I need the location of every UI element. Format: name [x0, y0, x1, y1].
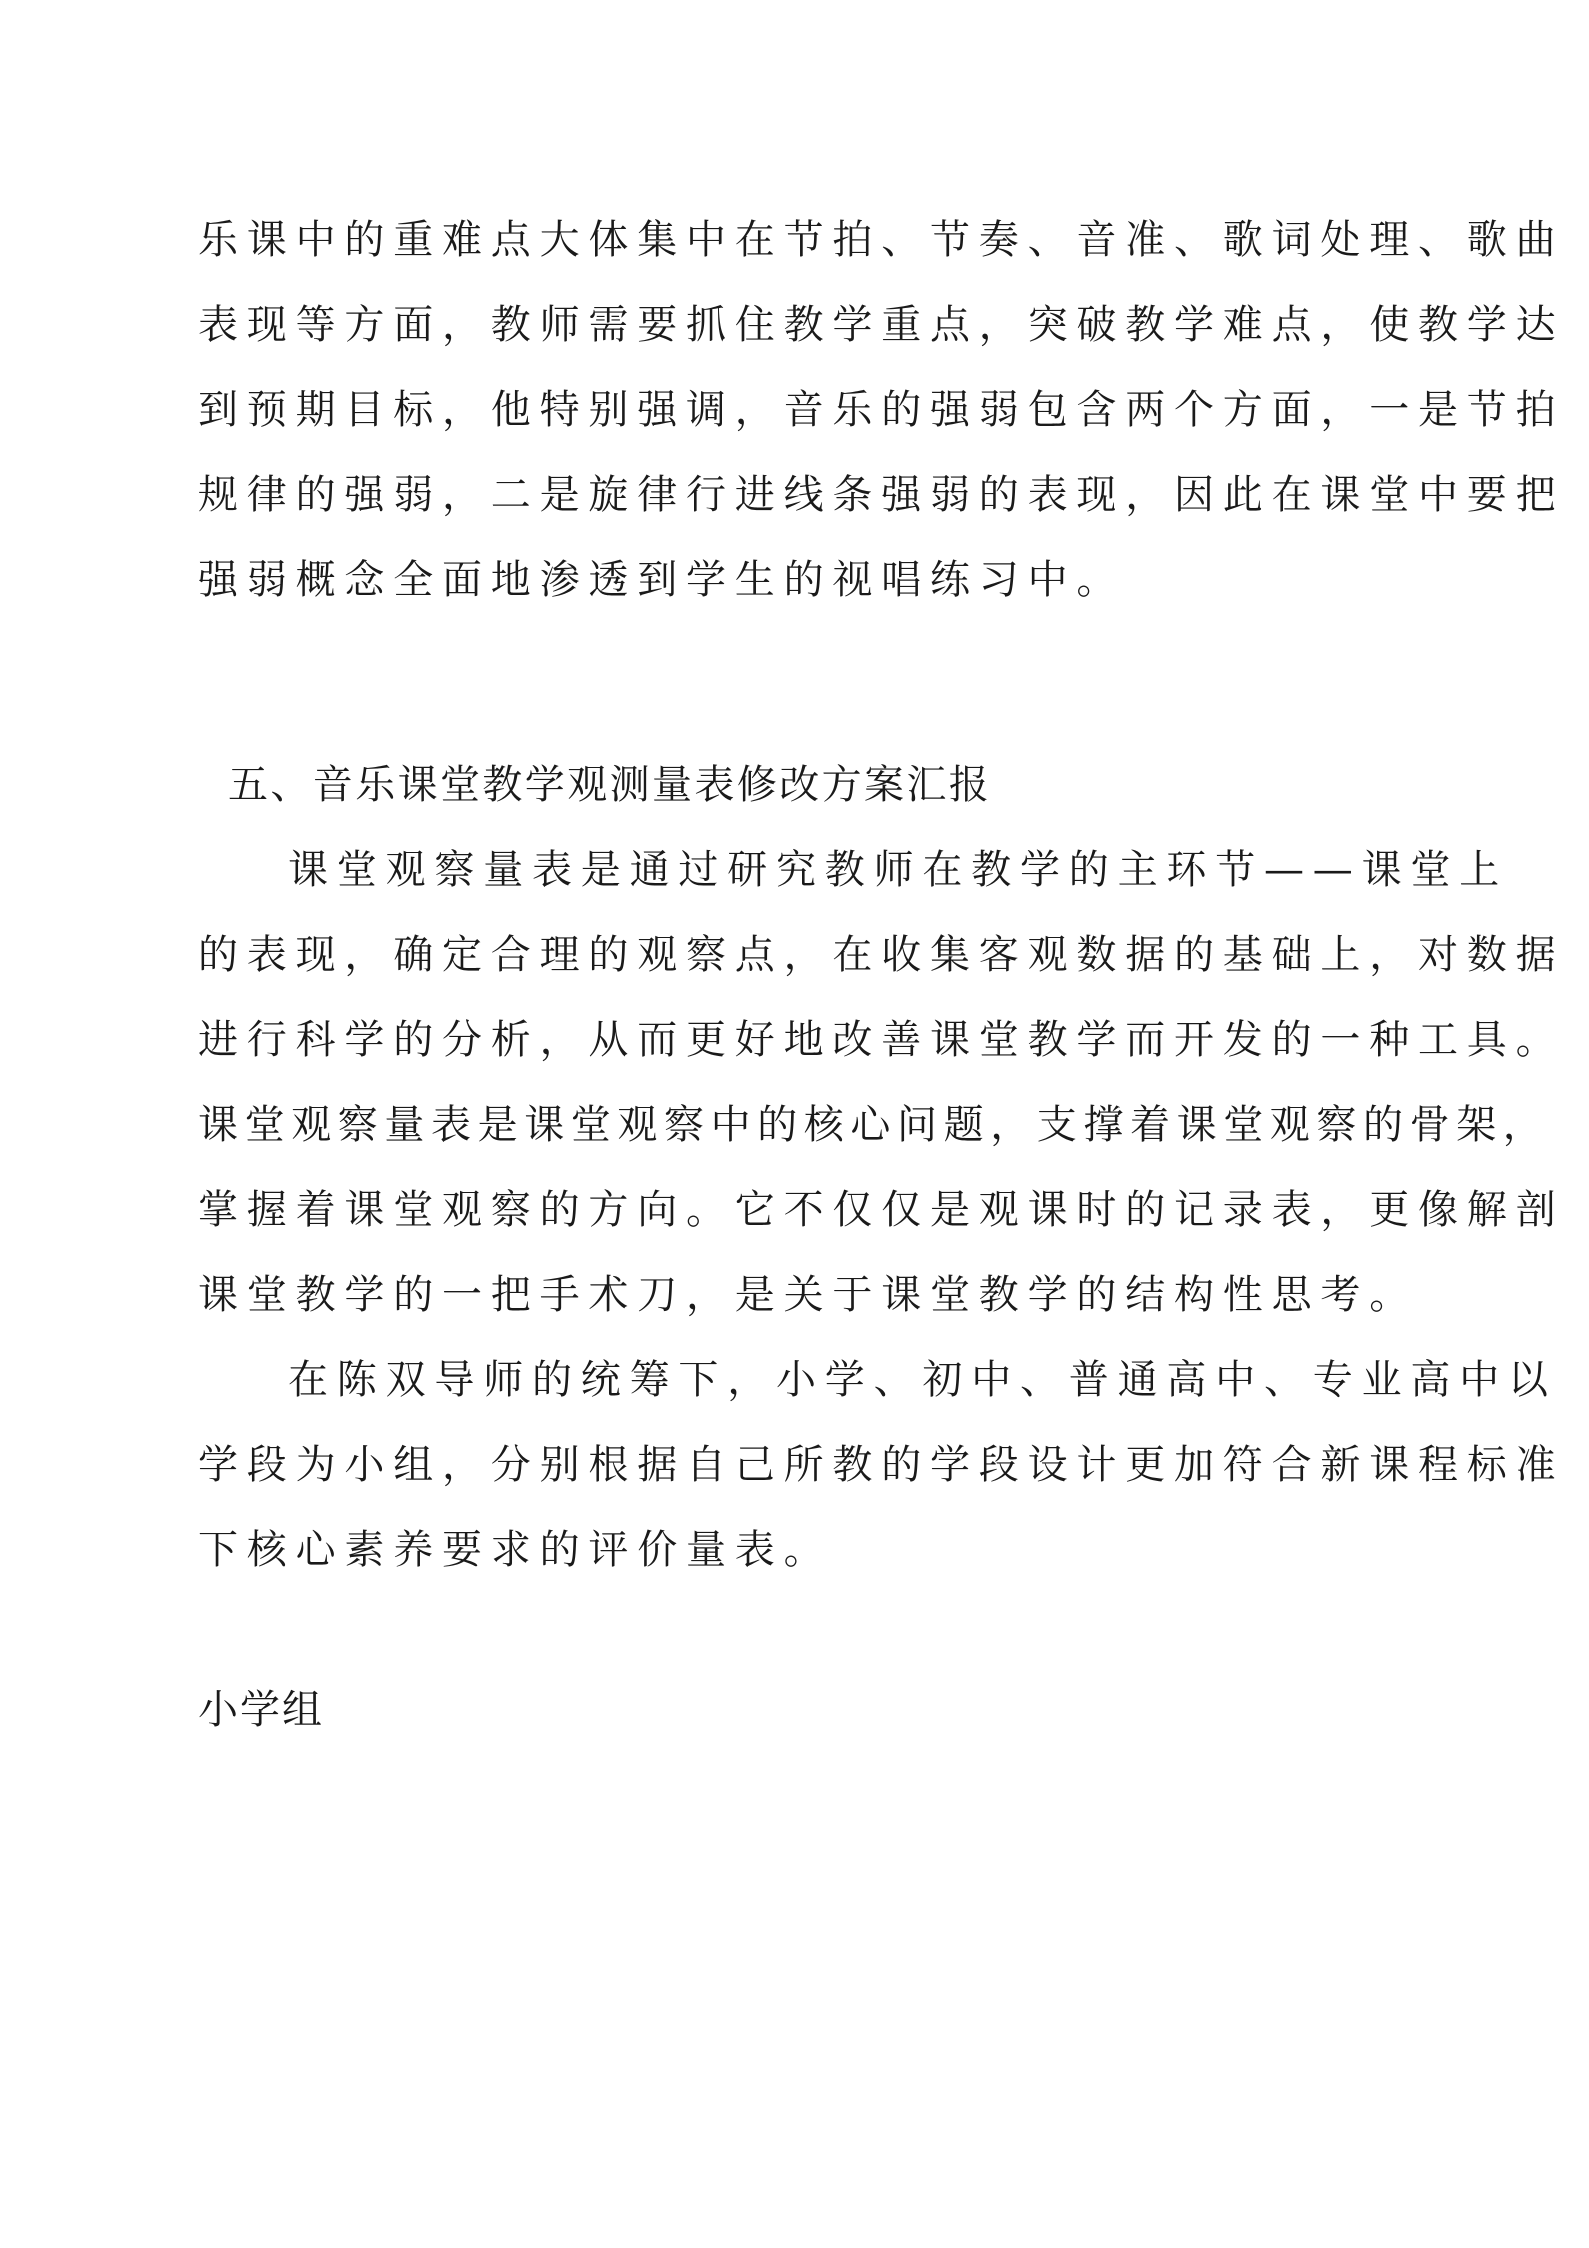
text-line: 课堂观察量表是课堂观察中的核心问题，支撑着课堂观察的骨架，	[198, 1102, 1550, 1148]
text-line: 的表现，确定合理的观察点，在收集客观数据的基础上，对数据	[198, 932, 1565, 978]
text-line: 下核心素养要求的评价量表。	[198, 1527, 833, 1573]
text-line: 掌握着课堂观察的方向。它不仅仅是观课时的记录表，更像解剖	[198, 1187, 1565, 1233]
text-line: 学段为小组，分别根据自己所教的学段设计更加符合新课程标准	[198, 1442, 1565, 1488]
text-line: 强弱概念全面地渗透到学生的视唱练习中。	[198, 557, 1126, 603]
text-line: 规律的强弱，二是旋律行进线条强弱的表现，因此在课堂中要把	[198, 472, 1565, 518]
section-heading: 五、音乐课堂教学观测量表修改方案汇报	[228, 762, 992, 808]
text-line: 在陈双导师的统筹下，小学、初中、普通高中、专业高中以	[288, 1357, 1557, 1403]
text-line: 乐课中的重难点大体集中在节拍、节奏、音准、歌词处理、歌曲	[198, 217, 1565, 263]
text-line: 课堂教学的一把手术刀，是关于课堂教学的结构性思考。	[198, 1272, 1418, 1318]
text-line: 表现等方面，教师需要抓住教学重点，突破教学难点，使教学达	[198, 302, 1565, 348]
group-label: 小学组	[198, 1687, 324, 1733]
text-line: 到预期目标，他特别强调，音乐的强弱包含两个方面，一是节拍	[198, 387, 1565, 433]
text-line: 进行科学的分析，从而更好地改善课堂教学而开发的一种工具。	[198, 1017, 1565, 1063]
text-line: 课堂观察量表是通过研究教师在教学的主环节——课堂上	[288, 847, 1508, 893]
